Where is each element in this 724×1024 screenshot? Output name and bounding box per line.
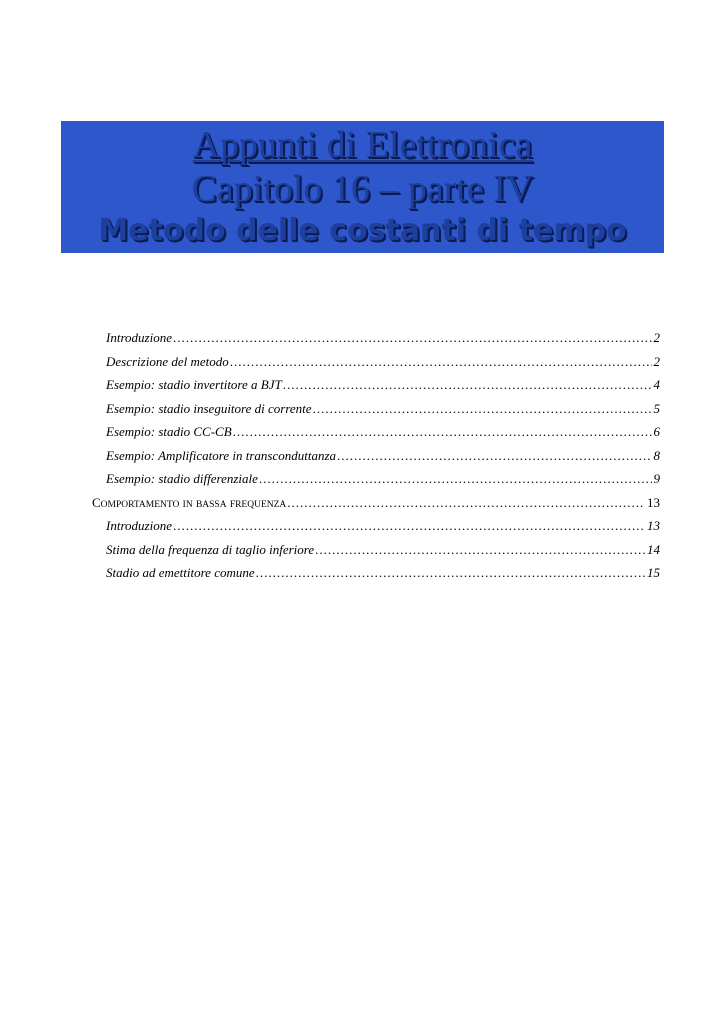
toc-entry-page: 14 bbox=[647, 541, 660, 557]
toc-entry[interactable] bbox=[92, 448, 660, 472]
toc-entry[interactable] bbox=[92, 354, 660, 378]
toc-leader bbox=[233, 424, 652, 440]
toc-entry[interactable] bbox=[92, 424, 660, 448]
toc-leader bbox=[259, 471, 652, 487]
toc-leader bbox=[337, 448, 651, 464]
toc-leader bbox=[256, 565, 645, 581]
toc-entry-page: 9 bbox=[653, 471, 660, 486]
toc-entry-title: Stadio ad emettitore comune bbox=[106, 565, 255, 580]
document-title: Appunti di Elettronica bbox=[192, 124, 533, 166]
toc-leader bbox=[287, 495, 645, 511]
toc-section-title: COMPORTAMENTO IN BASSA FREQUENZA bbox=[92, 494, 287, 510]
toc-entry-page: 13 bbox=[647, 518, 660, 533]
toc-entry-page: 5 bbox=[653, 400, 660, 416]
toc-entry[interactable] bbox=[92, 401, 660, 425]
toc-entry-title: Introduzione bbox=[106, 330, 172, 345]
toc-entry-page: 2 bbox=[653, 330, 660, 345]
toc-leader bbox=[230, 354, 652, 370]
toc-leader bbox=[283, 377, 652, 393]
toc-entry-page: 15 bbox=[647, 565, 660, 580]
toc-entry[interactable] bbox=[92, 518, 660, 542]
toc-entry-title: Introduzione bbox=[106, 518, 172, 533]
toc-entry[interactable] bbox=[92, 330, 660, 354]
toc-entry-title: Stima della frequenza di taglio inferiore bbox=[106, 541, 315, 557]
toc-entry-title: Esempio: stadio CC-CB bbox=[106, 424, 232, 439]
toc-leader bbox=[313, 401, 652, 417]
chapter-title: Capitolo 16 – parte IV bbox=[191, 168, 534, 210]
toc-entry-page: 4 bbox=[653, 377, 660, 392]
toc-entry-title: Esempio: stadio differenziale bbox=[106, 471, 258, 486]
toc-entry[interactable] bbox=[92, 565, 660, 589]
toc-section[interactable] bbox=[92, 495, 660, 519]
toc-entry-title: Esempio: stadio inseguitore di corrente bbox=[106, 400, 312, 416]
toc-entry[interactable] bbox=[92, 377, 660, 401]
toc-entry-page: 6 bbox=[653, 424, 660, 439]
title-banner bbox=[61, 121, 664, 253]
toc-entry-title: Esempio: stadio invertitore a BJT bbox=[106, 377, 282, 392]
toc-leader bbox=[173, 518, 645, 534]
table-of-contents bbox=[92, 330, 660, 589]
chapter-subtitle: Metodo delle costanti di tempo bbox=[98, 213, 627, 248]
toc-entry-page: 2 bbox=[653, 353, 660, 369]
toc-entry-title: Descrizione del metodo bbox=[106, 353, 229, 369]
toc-entry-page: 13 bbox=[647, 494, 660, 510]
toc-entry[interactable] bbox=[92, 471, 660, 495]
toc-entry-title: Esempio: Amplificatore in transconduttanza bbox=[106, 447, 337, 463]
toc-entry[interactable] bbox=[92, 542, 660, 566]
toc-leader bbox=[315, 542, 645, 558]
toc-entry-page: 8 bbox=[653, 447, 660, 463]
toc-leader bbox=[173, 330, 652, 346]
